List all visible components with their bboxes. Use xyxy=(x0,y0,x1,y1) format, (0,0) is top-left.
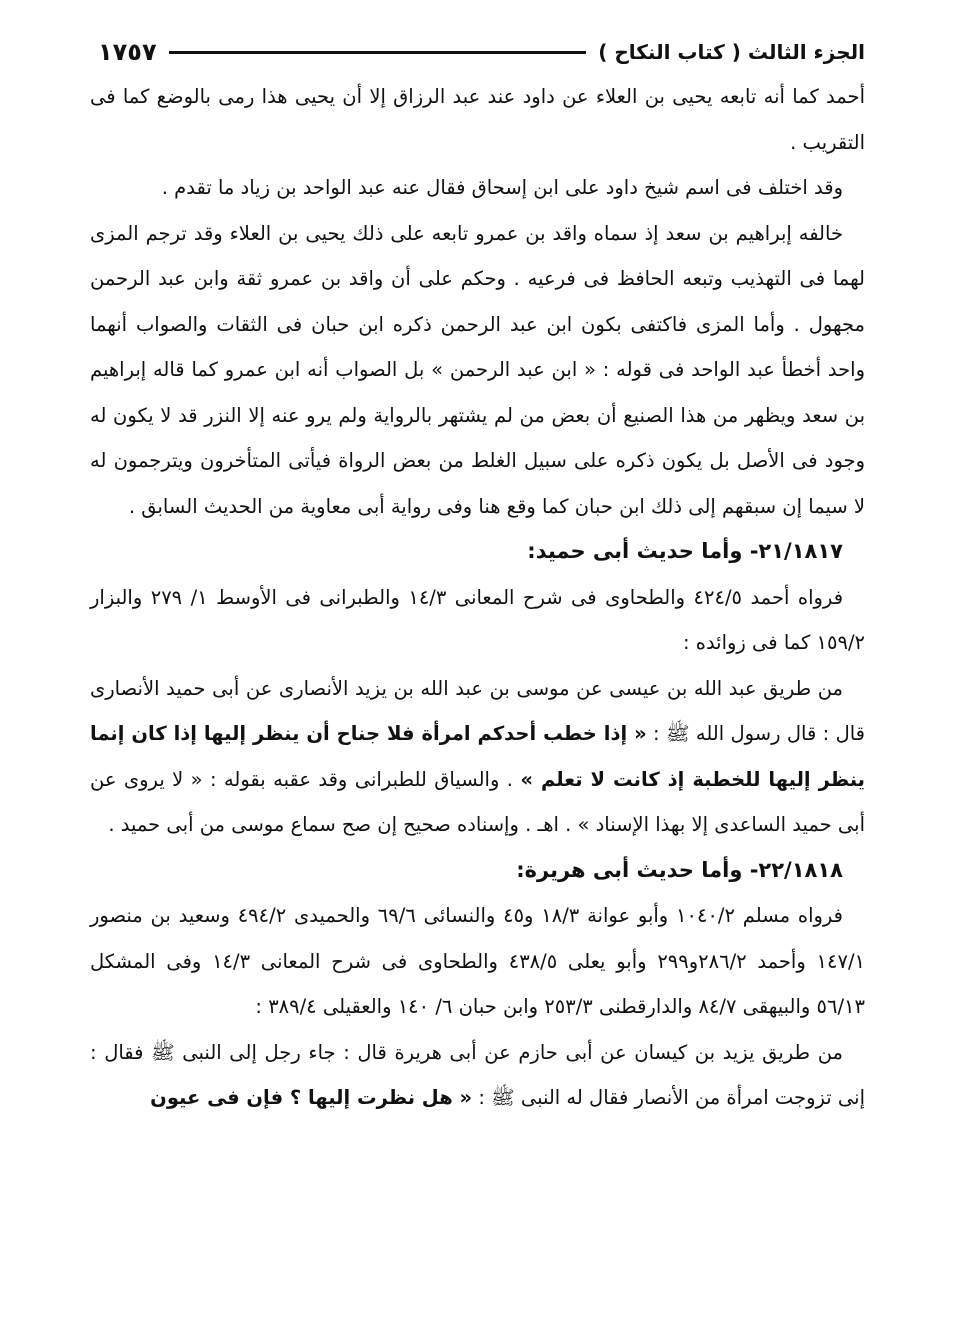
hadith-text: « إذا خطب أحدكم امرأة فلا جناح أن ينظر إليها إذا كان إنما ينظر إليها للخطبة إذ كانت لا تعلم » xyxy=(90,722,865,791)
section-1818-sources: فرواه مسلم ١٠٤٠/٢ وأبو عوانة ١٨/٣ و٤٥ والنسائى ٦٩/٦ والحميدى ٤٩٤/٢ وسعيد بن منصور ١٤٧/١ وأحمد ٢٨٦/٢و٢٩٩ وأبو يعلى ٤٣٨/٥ والطحاوى فى شرح المعانى ١٤/٣ وفى المشكل ٥٦/١٣ والبيهقى ٨٤/٧ والدارقطنى ٢٥٣/٣ وابن حبان ٦/ ١٤٠ والعقيلى ٣٨٩/٤ : xyxy=(90,904,865,1018)
section-1818-chain xyxy=(90,1030,865,1121)
page-body xyxy=(90,74,865,1121)
page-number: ١٧٥٧ xyxy=(98,38,157,66)
section-1817-sources: فرواه أحمد ٤٢٤/٥ والطحاوى فى شرح المعانى ١٤/٣ والطبرانى فى الأوسط ١/ ٢٧٩ والبزار ١٥٩/٢ كما فى زوائده : xyxy=(90,585,865,654)
book-page xyxy=(90,30,865,1320)
running-header xyxy=(90,30,865,74)
chain-intro-text: من طريق يزيد بن كيسان عن أبى حازم عن أبى هريرة قال : جاء رجل إلى النبى ﷺ فقال : إنى تزوجت امرأة من الأنصار فقال له النبى ﷺ : xyxy=(90,1040,865,1109)
section-heading-1818: ٢٢/١٨١٨- وأما حديث أبى هريرة: xyxy=(516,857,843,882)
commentary-text: . والسياق للطبرانى وقد عقبه بقوله : « لا يروى عن أبى حميد الساعدى إلا بهذا الإسناد » . اهـ . وإسناده صحيح إن صح سماع موسى من أبى حميد . xyxy=(90,767,865,836)
paragraph-continuation: أحمد كما أنه تابعه يحيى بن العلاء عن داود عند عبد الرزاق إلا أن يحيى هذا رمى بالوضع كما فى التقريب . xyxy=(90,85,865,154)
header-rule xyxy=(169,51,587,54)
chain-intro-text: من طريق عبد الله بن عيسى عن موسى بن عبد الله بن يزيد الأنصارى عن أبى حميد الأنصارى قال : قال رسول الله ﷺ : xyxy=(90,676,866,745)
section-1817-chain xyxy=(90,666,865,848)
paragraph-narrator-discussion: خالفه إبراهيم بن سعد إذ سماه واقد بن عمرو تابعه على ذلك يحيى بن العلاء وقد ترجم المزى لهما فى التهذيب وتبعه الحافظ فى فرعيه . وحكم على أن واقد بن عمرو ثقة وابن عبد الرحمن مجهول . وأما المزى فاكتفى بكون ابن عبد الرحمن ذكره ابن حبان فى الثقات والصواب أنهما واحد أخطأ عبد الواحد فى قوله : « ابن عبد الرحمن » بل الصواب أنه ابن عمرو كما قاله إبراهيم بن سعد ويظهر من هذا الصنيع أن بعض من لم يشتهر بالرواية ولم يرو عنه إلا النزر قد لا يكون له وجود فى الأصل بل يكون ذكره على سبيل الغلط من بعض الرواة فيأتى المتأخرون ويترجمون له لا سيما إن سبقهم إلى ذلك ابن حبان كما وقع هنا وفى رواية أبى معاوية من الحديث السابق . xyxy=(90,221,865,518)
section-heading-1817: ٢١/١٨١٧- وأما حديث أبى حميد: xyxy=(527,539,843,563)
volume-chapter-title: الجزء الثالث ( كتاب النكاح ) xyxy=(598,40,865,64)
paragraph-isnad-note: وقد اختلف فى اسم شيخ داود على ابن إسحاق فقال عنه عبد الواحد بن زياد ما تقدم . xyxy=(161,176,843,199)
hadith-text: « هل نظرت إليها ؟ فإن فى عيون xyxy=(150,1086,473,1109)
